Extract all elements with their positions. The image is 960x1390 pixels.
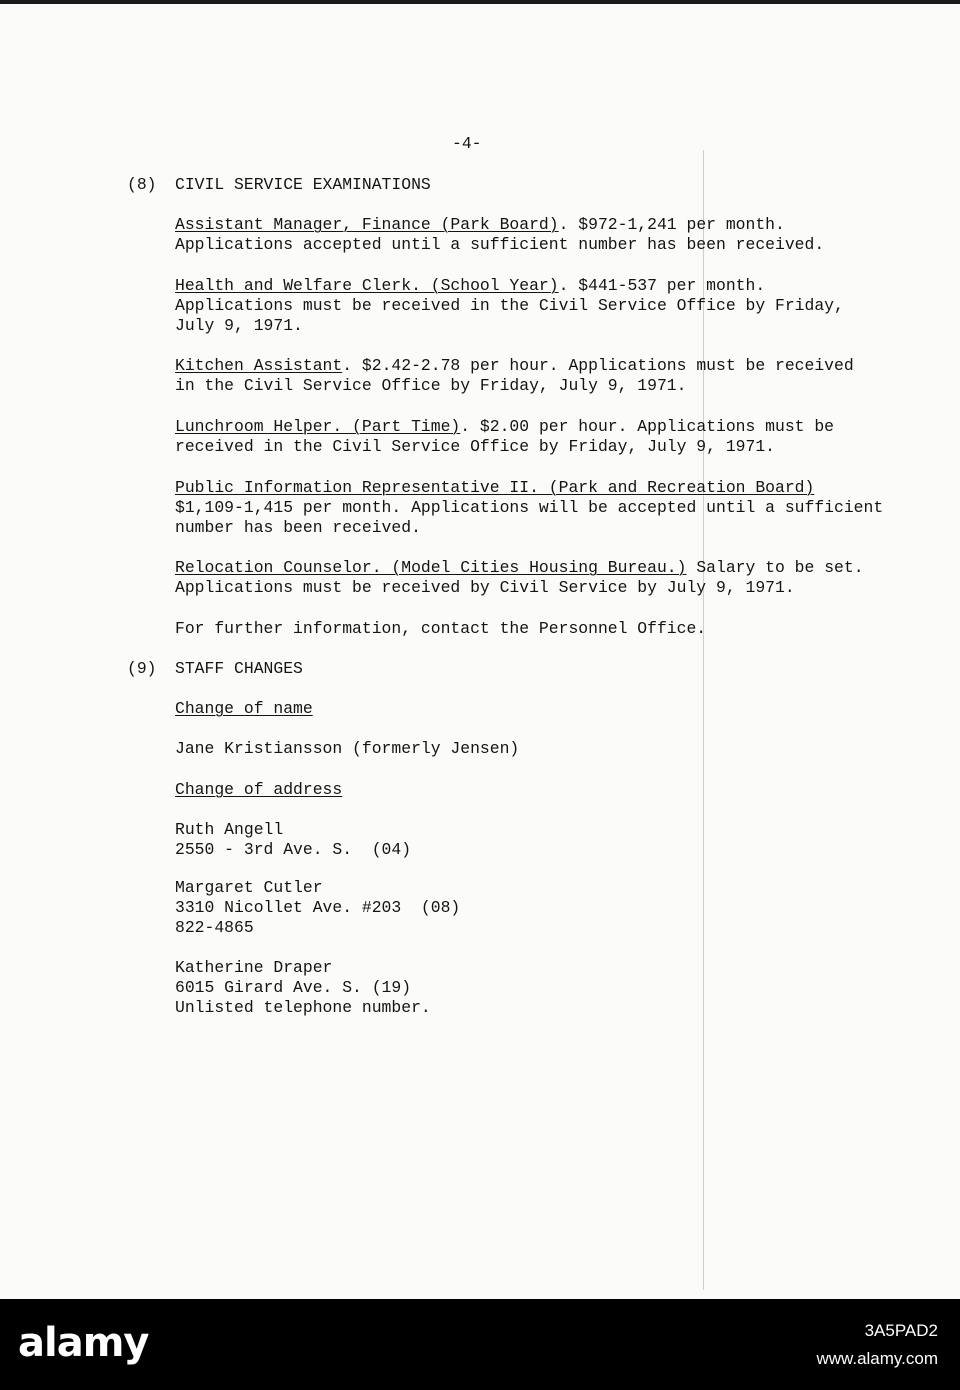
job-line: . $2.42-2.78 per hour. Applications must be received xyxy=(342,356,854,375)
section-8-heading: CIVIL SERVICE EXAMINATIONS xyxy=(175,175,431,194)
page-fold-line xyxy=(703,150,704,1290)
image-id: 3A5PAD2 xyxy=(864,1321,938,1340)
job-line: $1,109-1,415 per month. Applications will be accepted until a sufficient xyxy=(175,498,884,517)
job-title: Lunchroom Helper. (Part Time) xyxy=(175,417,461,436)
address-line: Katherine Draper xyxy=(175,958,333,977)
section-8-footer: For further information, contact the Personnel Office. xyxy=(175,619,707,638)
job-title: Kitchen Assistant xyxy=(175,356,343,375)
section-9-number: (9) xyxy=(127,659,157,678)
address-line: 2550 - 3rd Ave. S. (04) xyxy=(175,840,412,859)
page-number: -4- xyxy=(452,134,482,153)
job-line: Applications accepted until a sufficient number has been received. xyxy=(175,235,825,254)
section-9-heading: STAFF CHANGES xyxy=(175,659,303,678)
address-line: Ruth Angell xyxy=(175,820,284,839)
job-line: received in the Civil Service Office by Friday, July 9, 1971. xyxy=(175,437,775,456)
job-title: Assistant Manager, Finance (Park Board) xyxy=(175,215,559,234)
address-line: 6015 Girard Ave. S. (19) xyxy=(175,978,412,997)
address-line: 822-4865 xyxy=(175,918,254,937)
address-line: Unlisted telephone number. xyxy=(175,998,431,1017)
address-line: 3310 Nicollet Ave. #203 (08) xyxy=(175,898,461,917)
job-line: . $2.00 per hour. Applications must be xyxy=(460,417,835,436)
job-entry xyxy=(175,478,814,498)
job-entry xyxy=(175,417,834,437)
job-line: July 9, 1971. xyxy=(175,316,303,335)
job-title: Relocation Counselor. (Model Cities Housing Bureau.) xyxy=(175,558,687,577)
job-line: number has been received. xyxy=(175,518,421,537)
job-title: Health and Welfare Clerk. (School Year) xyxy=(175,276,559,295)
job-title: Public Information Representative II. (Park and Recreation Board) xyxy=(175,478,815,497)
job-entry xyxy=(175,276,765,296)
job-entry xyxy=(175,356,854,376)
job-line: . $972-1,241 per month. xyxy=(558,215,785,234)
job-entry xyxy=(175,558,864,578)
job-line: Applications must be received by Civil Service by July 9, 1971. xyxy=(175,578,795,597)
address-line: Margaret Cutler xyxy=(175,878,323,897)
site-url: www.alamy.com xyxy=(816,1349,938,1368)
page-top-edge xyxy=(0,0,960,4)
alamy-logo: alamy xyxy=(18,1320,149,1366)
job-entry xyxy=(175,215,785,235)
job-line: . $441-537 per month. xyxy=(558,276,766,295)
change-of-name-label: Change of name xyxy=(175,699,313,718)
change-of-name-entry: Jane Kristiansson (formerly Jensen) xyxy=(175,739,520,758)
section-8-number: (8) xyxy=(127,175,157,194)
change-of-address-label: Change of address xyxy=(175,780,343,799)
job-line: in the Civil Service Office by Friday, July 9, 1971. xyxy=(175,376,687,395)
job-line: Applications must be received in the Civil Service Office by Friday, xyxy=(175,296,844,315)
job-line: Salary to be set. xyxy=(686,558,864,577)
